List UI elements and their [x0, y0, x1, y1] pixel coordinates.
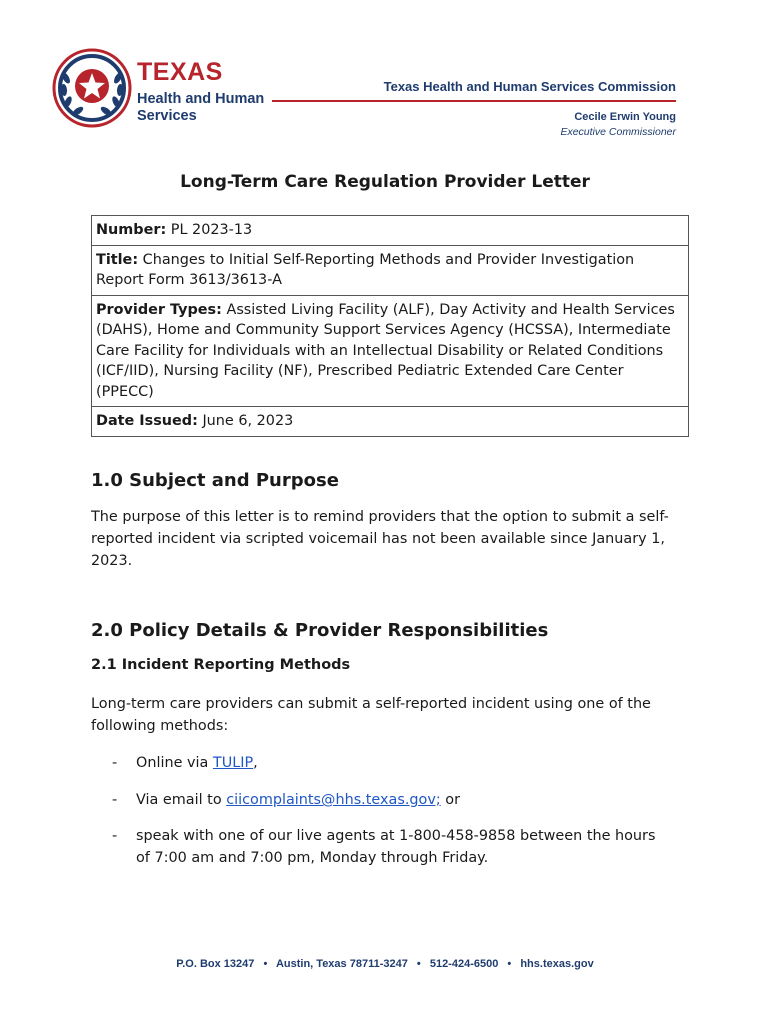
date-value: June 6, 2023: [202, 413, 294, 429]
header-rule: [272, 100, 676, 102]
list-item-suffix: ,: [253, 755, 258, 771]
list-item-prefix: Via email to: [136, 792, 227, 808]
number-label: Number:: [96, 222, 167, 238]
list-item: [112, 789, 672, 811]
provider-types-value: Assisted Living Facility (ALF), Day Activity and Health Services (DAHS), Home and Community Support Services Agency (HCSSA), Intermediate Care Facility for Individuals with an Intellectual Disability or Related Conditions (ICF/IID), Nursing Facility (NF), Prescribed Pediatric Extended Care Center (PPECC): [96, 301, 675, 400]
list-item-text: speak with one of our live agents at 1-800-458-9858 between the hours of 7:00 am and 7:00 pm, Monday through Friday.: [136, 828, 656, 866]
number-value: PL 2023-13: [170, 222, 253, 238]
commissioner-title: Executive Commissioner: [560, 126, 676, 138]
section-2-heading: 2.0 Policy Details & Provider Responsibilities: [91, 620, 549, 641]
list-item-suffix: or: [440, 792, 461, 808]
commission-name: Texas Health and Human Services Commission: [383, 79, 676, 94]
texas-hhs-seal-logo: [52, 48, 132, 128]
section-2-1-intro: Long-term care providers can submit a self-reported incident using one of the following methods:: [91, 696, 651, 734]
footer-website: hhs.texas.gov: [520, 958, 594, 970]
provider-types-label: Provider Types:: [96, 301, 222, 318]
list-dash: -: [112, 792, 118, 808]
footer-city: Austin, Texas 78711-3247: [275, 958, 408, 970]
footer-separator: •: [507, 958, 512, 970]
title-value: Changes to Initial Self-Reporting Methods and Provider Investigation Report Form 3613/3613-A: [96, 251, 635, 288]
footer-address: P.O. Box 13247: [176, 958, 255, 970]
tulip-link[interactable]: TULIP: [212, 755, 254, 771]
footer-phone: 512-424-6500: [429, 958, 499, 970]
list-dash: -: [112, 755, 118, 771]
section-2-1-heading: 2.1 Incident Reporting Methods: [91, 657, 351, 673]
document-title: Long-Term Care Regulation Provider Letter: [180, 172, 590, 192]
brand-texas: TEXAS: [137, 58, 223, 86]
info-row-date-issued: [92, 406, 688, 436]
list-item-prefix: Online via: [136, 755, 213, 771]
title-label: Title:: [96, 251, 139, 268]
letter-info-table: [91, 215, 689, 437]
footer-separator: •: [263, 958, 268, 970]
email-link[interactable]: ciicomplaints@hhs.texas.gov;: [226, 792, 441, 808]
commissioner-name: Cecile Erwin Young: [574, 111, 676, 123]
section-1-heading: 1.0 Subject and Purpose: [91, 470, 339, 491]
list-item: [112, 752, 672, 774]
date-label: Date Issued:: [96, 413, 198, 429]
footer-separator: •: [416, 958, 421, 970]
brand-subtitle: Health and Human Services: [137, 91, 265, 124]
list-item: [112, 825, 672, 869]
section-1-body: The purpose of this letter is to remind providers that the option to submit a self-reported incident via scripted voicemail has not been available since January 1, 2023.: [91, 509, 669, 569]
info-row-title: [92, 245, 688, 295]
footer-contact: [0, 958, 770, 970]
info-row-number: [92, 216, 688, 245]
list-dash: -: [112, 828, 118, 844]
info-row-provider-types: [92, 295, 688, 407]
